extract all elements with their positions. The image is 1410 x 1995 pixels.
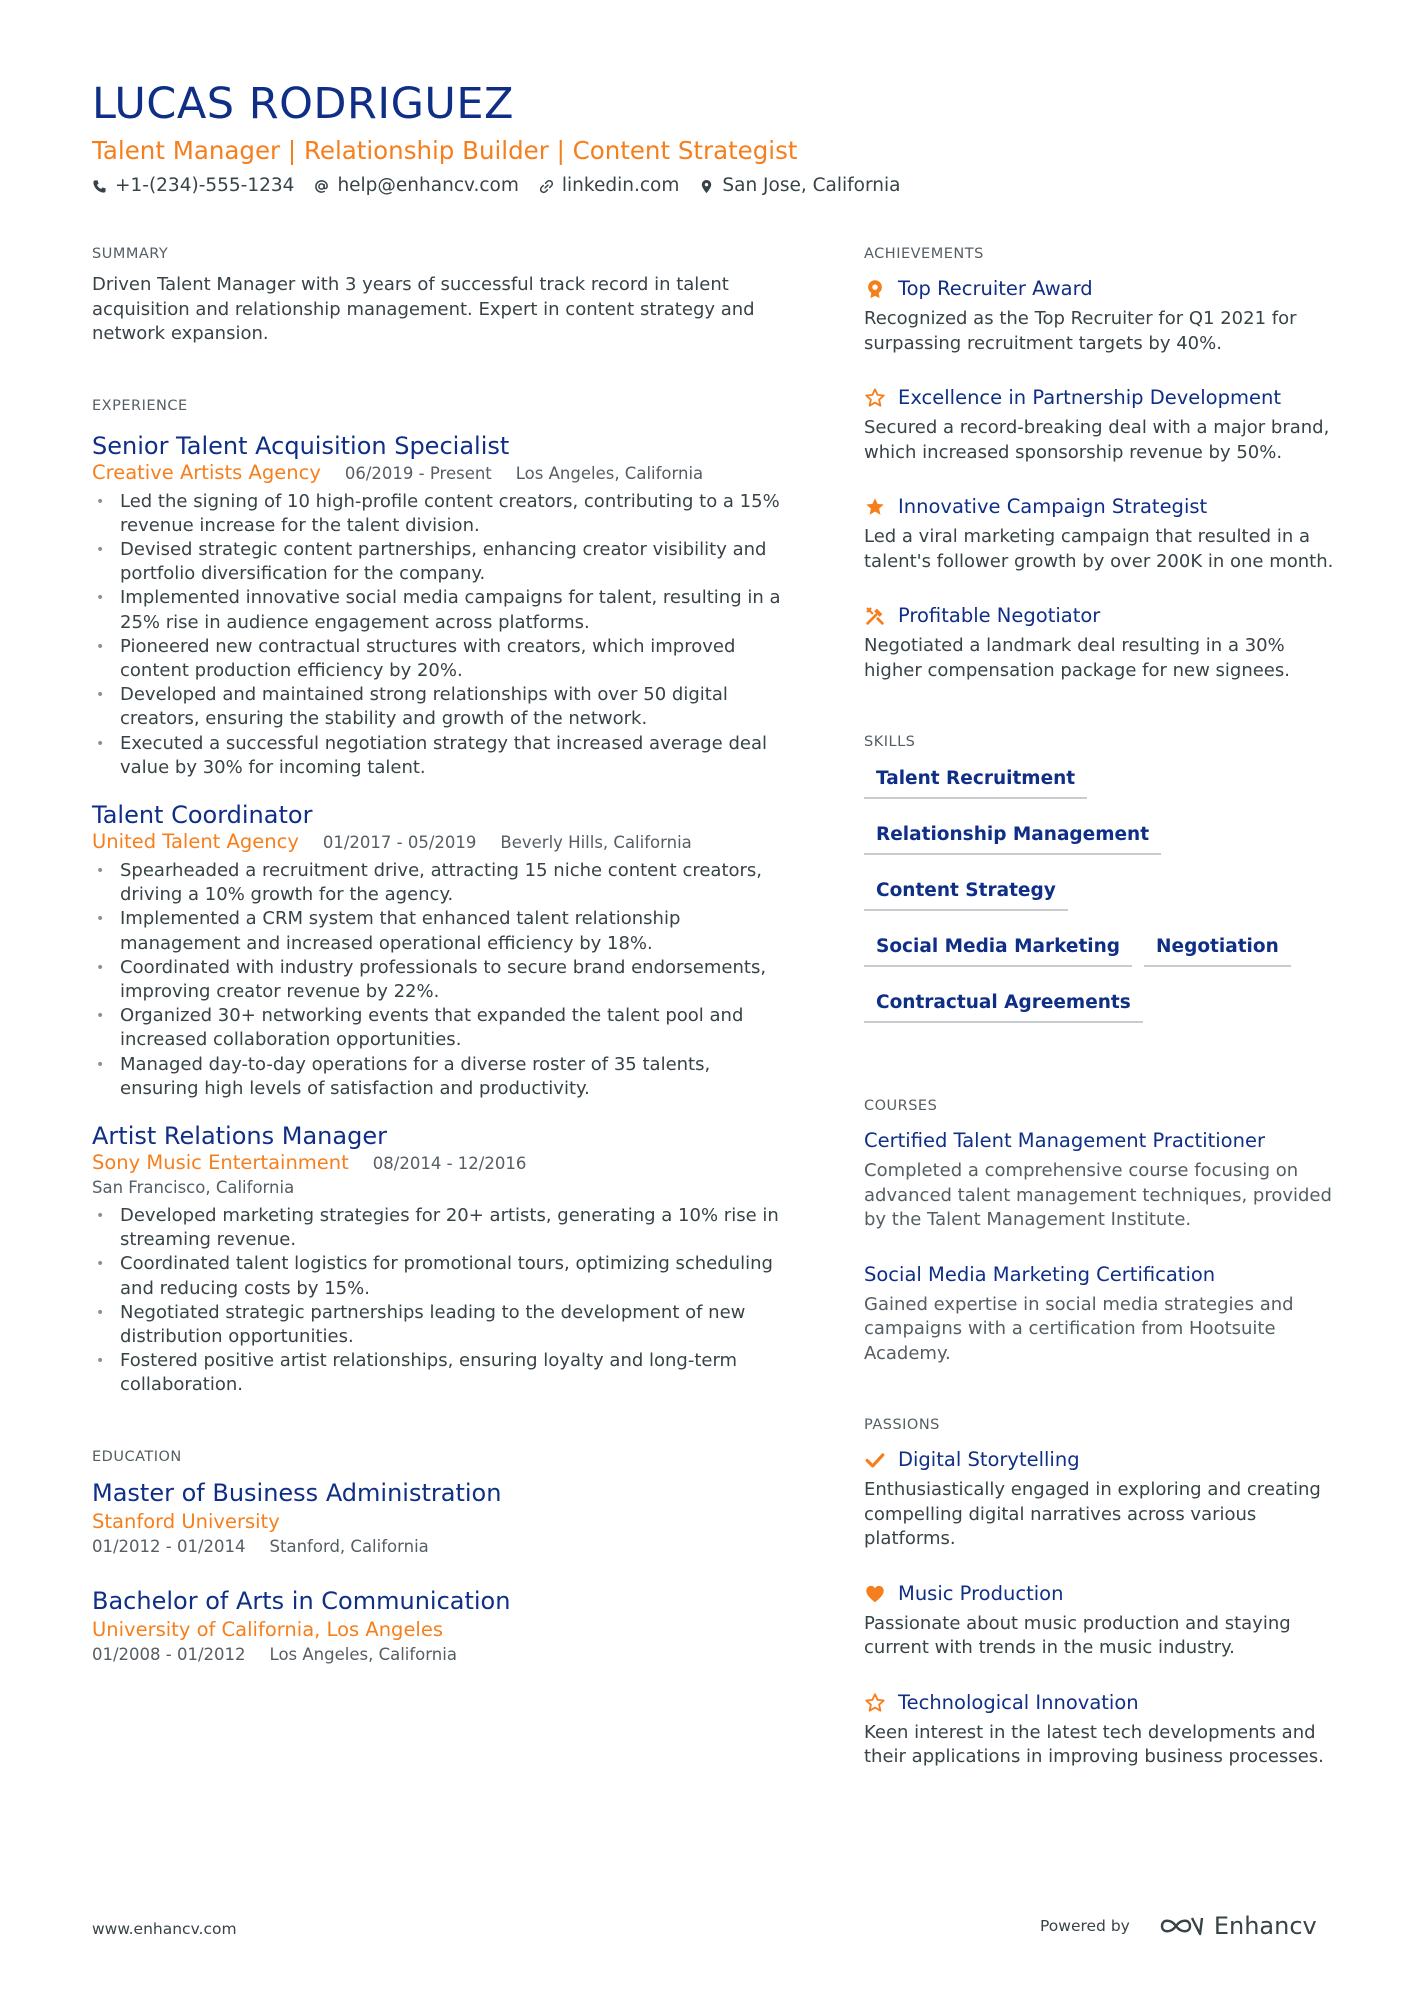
right-column [864,243,1334,1798]
course-item [864,1127,1334,1233]
skill-tag: Talent Recruitment [864,763,1087,799]
education-date: 01/2012 - 01/2014 [92,1536,246,1556]
footer-branding [1040,1912,1317,1940]
job-title: Talent Coordinator [92,800,313,829]
job-meta [92,461,792,486]
candidate-headline: Talent Manager | Relationship Builder | Content Strategist [92,136,798,165]
passion-item [864,1446,1334,1552]
passion-item [864,1580,1334,1661]
left-column [92,243,792,1666]
job-company: United Talent Agency [92,829,299,853]
tools-icon [864,605,886,627]
award-icon [864,278,886,300]
linkedin-text: linkedin.com [561,175,680,196]
job-date: 06/2019 - Present [344,463,492,483]
degree-title: Master of Business Administration [92,1478,502,1507]
at-sign-icon [314,179,329,194]
experience-section [92,395,792,1398]
section-heading: EXPERIENCE [92,397,188,414]
job-location: Beverly Hills, California [500,832,692,852]
passion-desc: Passionate about music production and staying current with trends in the music industry. [864,1612,1291,1658]
courses-section [864,1095,1334,1366]
job-location: Los Angeles, California [515,463,704,483]
summary-text: Driven Talent Manager with 3 years of successful track record in talent acquisition and relationship management. Expert in content strategy and network expansion. [92,274,755,344]
section-heading: SUMMARY [92,246,169,262]
map-pin-icon [699,179,714,194]
skill-tag: Content Strategy [864,875,1068,911]
job-location: San Francisco, California [92,1177,295,1197]
passion-title: Technological Innovation [898,1690,1139,1714]
section-heading: COURSES [864,1098,938,1114]
skills-section [864,731,1334,1023]
course-desc: Gained expertise in social media strategies and campaigns with a certification from Hootsuite Academy. [864,1293,1294,1364]
section-heading: ACHIEVEMENTS [864,246,984,262]
job-title: Artist Relations Manager [92,1121,387,1150]
bullet-item: • Led the signing of 10 high-profile content creators, contributing to a 15% revenue increase for the talent division. [92,490,792,538]
check-icon [864,1449,886,1471]
achievement-desc: Led a viral marketing campaign that resulted in a talent's follower growth by over 200K in one month. [864,526,1334,572]
school-name: University of California, Los Angeles [92,1617,444,1641]
bullet-item: • Managed day-to-day operations for a diverse roster of 35 talents, ensuring high levels of satisfaction and productivity. [92,1053,792,1101]
location-text: San Jose, California [722,175,901,196]
bullet-item: • Fostered positive artist relationships, ensuring loyalty and long-term collaboration. [92,1349,792,1397]
education-location: Los Angeles, California [269,1644,457,1664]
contact-bar [92,172,1322,200]
job-company: Sony Music Entertainment [92,1150,349,1174]
contact-location [699,172,900,200]
bullet-item: • Spearheaded a recruitment drive, attracting 15 niche content creators, driving a 10% growth for the agency. [92,859,792,907]
achievement-desc: Negotiated a landmark deal resulting in a 30% higher compensation package for new signees. [864,635,1290,681]
job-entry [92,1121,792,1398]
job-meta [92,830,792,855]
education-meta [92,1644,792,1666]
job-bullets [92,1204,792,1398]
phone-icon [92,179,107,194]
passion-title: Digital Storytelling [898,1448,1080,1471]
skill-tag: Negotiation [1144,931,1291,967]
email-text: help@enhancv.com [337,175,519,196]
bullet-item: • Negotiated strategic partnerships leading to the development of new distribution opportunities. [92,1301,792,1349]
bullet-item: • Devised strategic content partnerships, enhancing creator visibility and portfolio diversification for the company. [92,538,792,586]
bullet-item: • Developed and maintained strong relationships with over 50 digital creators, ensuring the stability and growth of the network. [92,683,792,731]
phone-text: +1-(234)-555-1234 [115,175,295,196]
bullet-item: • Pioneered new contractual structures with creators, which improved content production efficiency by 20%. [92,635,792,683]
achievement-title: Profitable Negotiator [898,604,1101,627]
skills-list [864,763,1334,1023]
achievement-item [864,602,1334,683]
heart-icon [864,1583,886,1605]
job-entry [92,800,792,1101]
footer-website[interactable]: www.enhancv.com [92,1920,237,1938]
job-date: 01/2017 - 05/2019 [322,832,477,852]
job-entry [92,431,792,780]
skill-tag: Social Media Marketing [864,931,1132,967]
skill-tag: Relationship Management [864,819,1161,855]
passions-section [864,1414,1334,1770]
resume-header [92,78,1322,200]
job-bullets [92,490,792,780]
bullet-item: • Implemented innovative social media campaigns for talent, resulting in a 25% rise in audience engagement across platforms. [92,586,792,634]
enhancv-logo-icon [1158,1913,1204,1939]
star-filled-icon [864,496,886,518]
education-date: 01/2008 - 01/2012 [92,1644,246,1664]
candidate-name: LUCAS RODRIGUEZ [92,79,515,129]
summary-section [92,243,792,347]
enhancv-logo[interactable] [1158,1912,1317,1940]
contact-linkedin[interactable] [539,172,679,200]
skill-tag: Contractual Agreements [864,987,1143,1023]
job-date: 08/2014 - 12/2016 [372,1153,527,1173]
link-icon [539,179,554,194]
course-title: Social Media Marketing Certification [864,1262,1216,1286]
achievement-item [864,384,1334,465]
section-heading: PASSIONS [864,1417,940,1433]
education-section [92,1446,792,1666]
passion-title: Music Production [898,1581,1064,1605]
job-title: Senior Talent Acquisition Specialist [92,431,510,460]
job-meta [92,1151,792,1176]
achievement-item [864,275,1334,356]
job-bullets [92,859,792,1101]
achievement-item [864,493,1334,574]
achievement-title: Top Recruiter Award [898,277,1093,300]
achievement-title: Innovative Campaign Strategist [898,495,1208,518]
bullet-item: • Coordinated talent logistics for promotional tours, optimizing scheduling and reducing costs by 15%. [92,1252,792,1300]
achievement-desc: Recognized as the Top Recruiter for Q1 2021 for surpassing recruitment targets by 40%. [864,308,1297,354]
contact-phone[interactable] [92,172,294,200]
powered-by-text: Powered by [1040,1917,1130,1935]
passion-desc: Keen interest in the latest tech developments and their applications in improving business processes. [864,1721,1324,1767]
achievement-title: Excellence in Partnership Development [898,386,1281,409]
bullet-item: • Organized 30+ networking events that expanded the talent pool and increased collaboration opportunities. [92,1004,792,1052]
education-meta [92,1536,792,1558]
education-entry [92,1586,792,1666]
education-entry [92,1478,792,1558]
brand-name: Enhancv [1213,1912,1317,1940]
bullet-item: • Executed a successful negotiation strategy that increased average deal value by 30% for incoming talent. [92,732,792,780]
star-outline-icon [864,387,886,409]
bullet-item: • Coordinated with industry professionals to secure brand endorsements, improving creator revenue by 22%. [92,956,792,1004]
star-outline-icon [864,1692,886,1714]
passion-desc: Enthusiastically engaged in exploring and creating compelling digital narratives across various platforms. [864,1479,1321,1549]
section-heading: SKILLS [864,734,916,750]
contact-email[interactable] [314,172,518,200]
course-item [864,1261,1334,1367]
education-location: Stanford, California [269,1536,429,1556]
course-title: Certified Talent Management Practitioner [864,1129,1265,1152]
section-heading: EDUCATION [92,1448,182,1465]
passion-item [864,1689,1334,1770]
achievement-desc: Secured a record-breaking deal with a major brand, which increased sponsorship revenue by 50%. [864,417,1330,463]
bullet-item: • Developed marketing strategies for 20+ artists, generating a 10% rise in streaming revenue. [92,1204,792,1252]
bullet-item: • Implemented a CRM system that enhanced talent relationship management and increased operational efficiency by 18%. [92,907,792,955]
course-desc: Completed a comprehensive course focusing on advanced talent management techniques, provided by the Talent Management Institute. [864,1160,1332,1230]
achievements-section [864,243,1334,683]
school-name: Stanford University [92,1509,280,1533]
degree-title: Bachelor of Arts in Communication [92,1586,511,1615]
job-company: Creative Artists Agency [92,460,321,484]
